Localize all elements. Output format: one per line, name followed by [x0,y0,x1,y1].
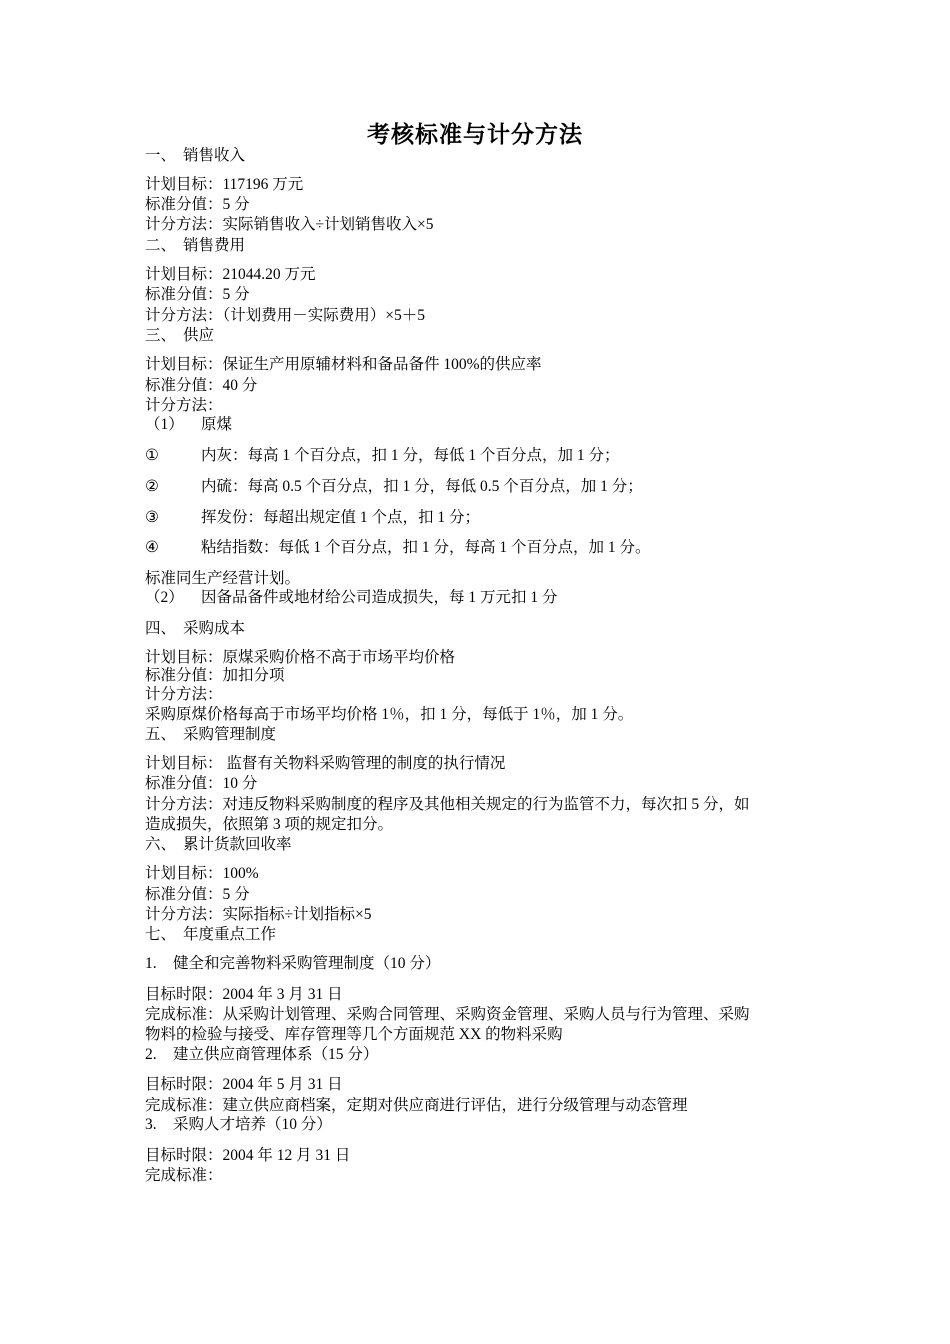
document-title: 考核标准与计分方法 [367,122,583,147]
section-heading: 一、 销售收入 [145,147,246,164]
scoring-method: 计分方法：（计划费用－实际费用）×5＋5 [145,307,425,324]
note: 标准同生产经营计划。 [145,570,301,587]
plan-target: 计划目标：21044.20 万元 [145,266,316,283]
scoring-method: 计分方法：对违反物料采购制度的程序及其他相关规定的行为监管不力，每次扣 5 分，如 [145,796,750,813]
plan-target: 计划目标：117196 万元 [145,176,304,193]
section-heading: 六、 累计货款回收率 [145,836,292,853]
scoring-method: 计分方法： [145,686,223,703]
task-title: 2. 建立供应商管理体系（15 分） [145,1046,379,1063]
task-standard: 完成标准：从采购计划管理、采购合同管理、采购资金管理、采购人员与行为管理、采购 [145,1006,750,1023]
subsection-heading: （2） 因备品备件或地材给公司造成损失，每 1 万元扣 1 分 [145,589,558,606]
list-item: ③ 挥发份：每超出规定值 1 个点，扣 1 分； [145,509,481,526]
subsection-heading: （1） 原煤 [145,416,233,433]
standard-score: 标准分值：5 分 [145,286,250,303]
section-heading: 七、 年度重点工作 [145,926,277,943]
plan-target: 计划目标： 监督有关物料采购管理的制度的执行情况 [145,755,506,772]
scoring-detail: 采购原煤价格每高于市场平均价格 1％，扣 1 分，每低于 1％，加 1 分。 [145,706,634,723]
scoring-method-continued: 造成损失，依照第 3 项的规定扣分。 [145,816,394,833]
task-standard: 完成标准： [145,1167,223,1184]
scoring-method: 计分方法： [145,397,223,414]
section-heading: 三、 供应 [145,327,215,344]
standard-score: 标准分值：10 分 [145,775,258,792]
task-title: 1. 健全和完善物料采购管理制度（10 分） [145,955,441,972]
task-standard: 完成标准：建立供应商档案，定期对供应商进行评估，进行分级管理与动态管理 [145,1097,688,1114]
plan-target: 计划目标：原煤采购价格不高于市场平均价格 [145,649,456,666]
list-item: ④ 粘结指数：每低 1 个百分点，扣 1 分，每高 1 个百分点，加 1 分。 [145,539,651,556]
standard-score: 标准分值：40 分 [145,377,258,394]
scoring-method: 计分方法：实际销售收入÷计划销售收入×5 [145,216,434,233]
task-deadline: 目标时限：2004 年 12 月 31 日 [145,1147,351,1164]
task-deadline: 目标时限：2004 年 5 月 31 日 [145,1076,343,1093]
list-item: ② 内硫：每高 0.5 个百分点，扣 1 分，每低 0.5 个百分点，加 1 分； [145,478,643,495]
plan-target: 计划目标：100% [145,865,259,882]
standard-score: 标准分值：5 分 [145,886,250,903]
task-deadline: 目标时限：2004 年 3 月 31 日 [145,986,343,1003]
list-item: ① 内灰：每高 1 个百分点，扣 1 分，每低 1 个百分点，加 1 分； [145,447,620,464]
section-heading: 五、 采购管理制度 [145,726,277,743]
scoring-method: 计分方法：实际指标÷计划指标×5 [145,906,372,923]
standard-score: 标准分值：5 分 [145,196,250,213]
section-heading: 二、 销售费用 [145,237,246,254]
task-title: 3. 采购人才培养（10 分） [145,1116,332,1133]
plan-target: 计划目标：保证生产用原辅材料和备品备件 100%的供应率 [145,356,542,373]
standard-score: 标准分值：加扣分项 [145,667,285,684]
section-heading: 四、 采购成本 [145,620,246,637]
task-standard-continued: 物料的检验与接受、库存管理等几个方面规范 XX 的物料采购 [145,1026,563,1043]
